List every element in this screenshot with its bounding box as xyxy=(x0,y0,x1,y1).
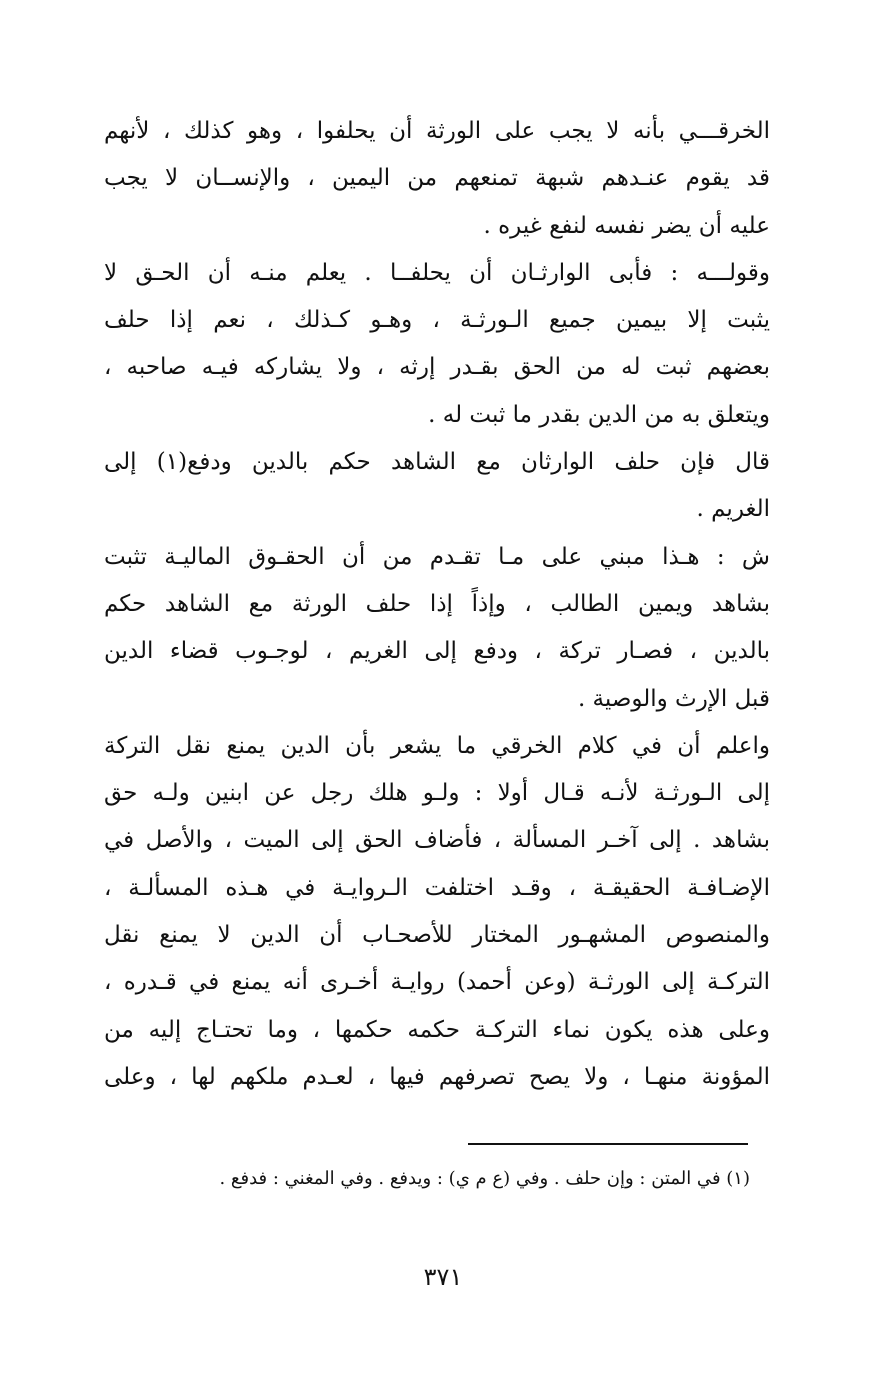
text-line-4: وقولـــه : فأبى الوارثـان أن يحلفــا . يعلم منـه أن الحـق لا xyxy=(104,259,770,286)
text-line-5: يثبت إلا بيمين جميع الـورثـة ، وهـو كـذلك ، نعم إذا حلف xyxy=(104,307,770,334)
text-line-7: ويتعلق به من الدين بقدر ما ثبت له . xyxy=(428,401,770,428)
text-line-1: الخرقـــي بأنه لا يجب على الورثة أن يحلفوا ، وهو كذلك ، لأنهم xyxy=(104,118,770,144)
text-line-17: الإضـافـة الحقيقـة ، وقـد اختلفت الـروايـة في هـذه المسألـة ، xyxy=(104,874,770,901)
text-line-15: إلى الـورثـة لأنـه قـال أولا : ولـو هلك رجل عن ابنين ولـه حق xyxy=(104,780,770,807)
text-line-9: الغريم . xyxy=(696,496,770,523)
text-line-12: بالدين ، فصـار تركة ، ودفع إلى الغريم ، لوجـوب قضاء الدين xyxy=(104,638,770,665)
text-line-2: قد يقوم عنـدهم شبهة تمنعهم من اليمين ، والإنســان لا يجب xyxy=(104,165,770,192)
text-line-21: المؤونة منهـا ، ولا يصح تصرفهم فيها ، لعـدم ملكهم لها ، وعلى xyxy=(104,1063,770,1090)
text-line-6: بعضهم ثبت له من الحق بقـدر إرثه ، ولا يشاركه فيـه صاحبه ، xyxy=(104,354,770,381)
text-line-19: التركـة إلى الورثـة (وعن أحمد) روايـة أخـرى أنه يمنع في قـدره ، xyxy=(104,969,770,996)
text-line-14: واعلم أن في كلام الخرقي ما يشعر بأن الدين يمنع نقل التركة xyxy=(104,732,770,759)
text-line-16: بشاهد . إلى آخـر المسألة ، فأضاف الحق إلى الميت ، والأصل في xyxy=(104,827,770,854)
footnote-divider xyxy=(468,1143,748,1145)
page-number: ٣٧١ xyxy=(423,1263,463,1291)
text-line-8: قال فإن حلف الوارثان مع الشاهد حكم بالدين ودفع(١) إلى xyxy=(104,449,770,476)
text-line-11: بشاهد ويمين الطالب ، وإذاً إذا حلف الورثة مع الشاهد حكم xyxy=(104,590,770,617)
footnote: (١) في المتن : وإن حلف . وفي (ع م ي) : ويدفع . وفي المغني : فدفع . xyxy=(219,1168,750,1189)
text-line-18: والمنصوص المشهـور المختار للأصحـاب أن الدين لا يمنع نقل xyxy=(104,922,770,949)
text-line-13: قبل الإرث والوصية . xyxy=(577,685,770,712)
main-text-block xyxy=(104,108,770,1101)
text-line-3: عليه أن يضر نفسه لنفع غيره . xyxy=(483,212,770,239)
text-line-10: ش : هـذا مبني على مـا تقـدم من أن الحقـوق الماليـة تثبت xyxy=(104,543,770,570)
text-line-20: وعلى هذه يكون نماء التركـة حكمه حكمها ، وما تحتـاج إليه من xyxy=(104,1016,770,1043)
